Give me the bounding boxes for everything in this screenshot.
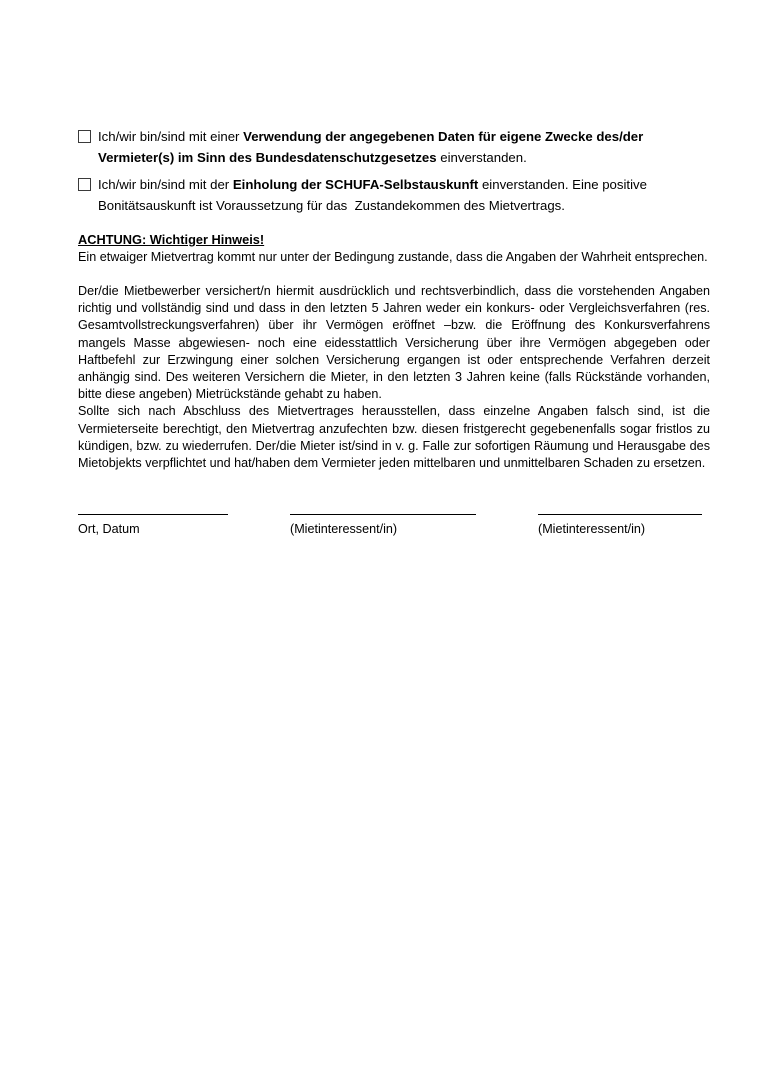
consent-text-data-usage [98, 126, 710, 168]
signature-column-mietinteressent-2 [538, 502, 702, 538]
data-usage-checkbox[interactable] [78, 130, 91, 143]
consent-text-bold: Einholung der SCHUFA-Selbstauskunft [232, 177, 479, 192]
declaration-paragraph: Der/die Mietbewerber versichert/n hiermit ausdrücklich und rechtsverbindlich, dass die vorstehenden Angaben richtig und vollständig sind und dass in den letzten 5 Jahren weder ein konkurs- oder Vergleichsverfahren (res. Gesamtvollstreckungsverfahren) über ihr Vermögen eröffnet –bzw. die Eröffnung des Konkursverfahrens mangels Masse abgewiesen- noch eine eidesstattlich Versicherung über ihre Vermögen abgegeben oder Haftbefehl zur Erzwingung einer solchen Versicherung ergangen ist oder entsprechende Verfahren derzeit anhängig sind. Des weiteren Versichern die Mieter, in den letzten 3 Jahren keine (falls Rückstände vorhanden, bitte diese angeben) Mietrückstände gehabt zu haben. [78, 284, 710, 402]
consent-text-post: einverstanden. Eine positive Bonitätsauskunft ist Voraussetzung für das Zustandekommen des Mietvertrags. [98, 177, 647, 213]
consent-item-data-usage [78, 126, 710, 168]
signature-column-ort-datum [78, 502, 228, 538]
notice-text: Ein etwaiger Mietvertrag kommt nur unter der Bedingung zustande, dass die Angaben der Wahrheit entsprechen. [78, 250, 708, 264]
consent-text-pre: Ich/wir bin/sind mit einer [98, 129, 244, 144]
consent-text-schufa [98, 174, 710, 216]
declaration-block [78, 283, 710, 472]
signature-line [538, 502, 702, 515]
signature-line [78, 502, 228, 515]
notice-heading: ACHTUNG: Wichtiger Hinweis! [78, 232, 265, 247]
page-content [78, 126, 710, 550]
consent-text-bold: Verwendung der angegebenen Daten für eigene Zwecke des/der Vermieter(s) im Sinn des Bundesdatenschutzgesetzes [98, 129, 644, 165]
signature-label: Ort, Datum [78, 522, 140, 537]
signature-area [78, 502, 710, 550]
signature-column-mietinteressent-1 [290, 502, 476, 538]
consent-text-post: einverstanden. [436, 150, 527, 165]
consent-text-pre: Ich/wir bin/sind mit der [98, 177, 233, 192]
declaration-paragraph: Sollte sich nach Abschluss des Mietvertrages herausstellen, dass einzelne Angaben falsch sind, ist die Vermieterseite berechtigt, den Mietvertrag anzufechten bzw. diesen fristgerecht gegebenenfalls sogar fristlos zu kündigen, bzw. zu wiederrufen. Der/die Mieter ist/sind in v. g. Falle zur sofortigen Räumung und Herausgabe des Mietobjekts verpflichtet und hat/haben dem Vermieter jeden mittelbaren und unmittelbaren Schaden zu ersetzen. [78, 404, 710, 471]
schufa-checkbox[interactable] [78, 178, 91, 191]
signature-label: (Mietinteressent/in) [290, 522, 398, 537]
signature-line [290, 502, 476, 515]
consent-item-schufa [78, 174, 710, 216]
signature-label: (Mietinteressent/in) [538, 522, 646, 537]
